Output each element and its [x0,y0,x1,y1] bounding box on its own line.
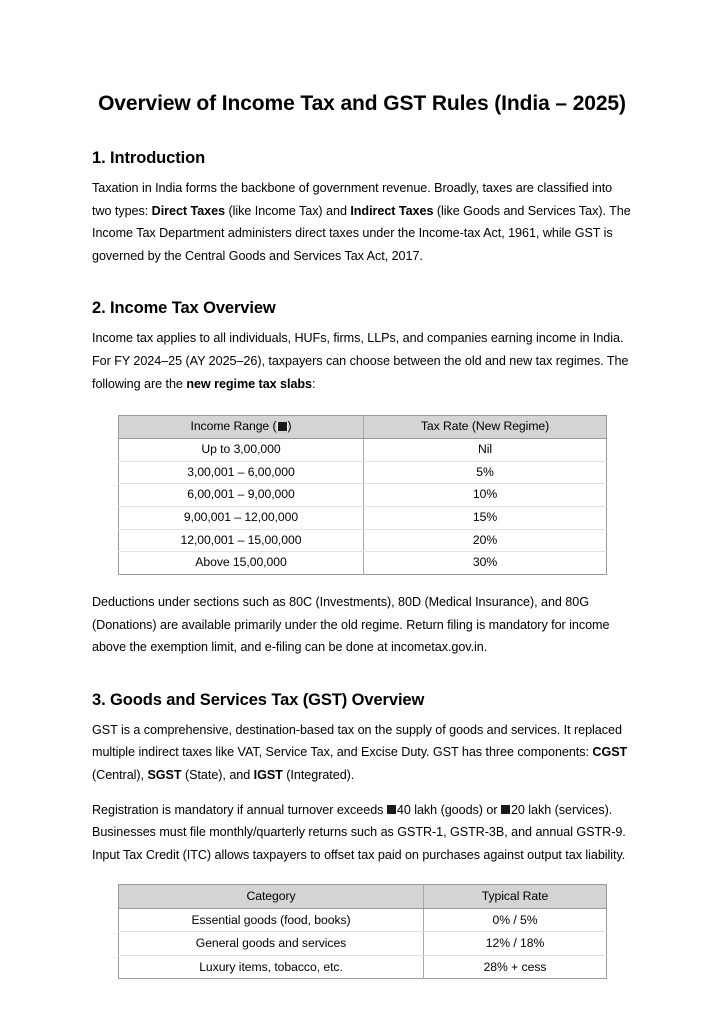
text-run: 20 lakh (services). Businesses must file monthly/quarterly returns such as GSTR-1, GSTR-3B, and annual GSTR-9. Input Tax Credit (ITC) allows taxpayers to offset tax paid on purchases against output tax liability. [92,802,626,862]
section-heading-income-tax-overview: 2. Income Tax Overview [92,299,276,318]
column-header-category: Category [119,885,424,909]
paragraph-gst-registration [92,789,632,869]
missing-glyph-rupee-icon [501,805,510,814]
column-header-text: Income Range ( [190,419,277,434]
table-row [119,955,607,979]
cell-income-range: 12,00,001 – 15,00,000 [119,529,364,552]
cell-tax-rate: 20% [364,529,607,552]
table-header-row [119,416,607,439]
paragraph-deductions: Deductions under sections such as 80C (Investments), 80D (Medical Insurance), and 80G (Donations) are available primarily under the old regime. Return filing is mandatory for income above the exemption limit, and e-filing can be done at incometax.gov.in. [92,595,610,655]
table-header-row [119,885,607,909]
paragraph-introduction [92,177,632,269]
table-row [119,529,607,552]
cell-income-range: Above 15,00,000 [119,552,364,575]
text-run: (like Goods and Services Tax). The Income Tax Department administers direct taxes under the Income-tax Act, 1961, while GST is governed by the Central Goods and Services Tax Act, 2017. [92,203,631,263]
cell-income-range: 6,00,001 – 9,00,000 [119,484,364,507]
text-run: 40 lakh (goods) or [396,802,501,817]
table-row [119,461,607,484]
text-run-bold-direct-taxes: Direct Taxes [151,203,226,218]
column-header-income-range [119,416,364,439]
cell-income-range: Up to 3,00,000 [119,438,364,461]
cell-tax-rate: 30% [472,555,498,570]
missing-glyph-rupee-icon [387,805,396,814]
text-run-bold-sgst: SGST [147,768,182,783]
cell-tax-rate: Nil [364,438,607,461]
text-run: (like Income Tax) and [225,203,351,218]
cell-category: General goods and services [119,932,424,956]
income-tax-slab-table [118,415,607,575]
gst-table-body [119,908,607,979]
spacer [92,575,632,591]
column-header-text: ) [287,419,292,434]
text-run: (Integrated). [282,768,355,783]
cell-rate: 28% + cess [483,959,547,974]
slab-table-body [119,438,607,574]
cell-tax-rate: 10% [364,484,607,507]
text-run-bold-cgst: CGST [592,745,628,760]
cell-tax-rate: 15% [364,506,607,529]
section-heading-introduction: 1. Introduction [92,149,206,167]
text-run-bold-igst: IGST [253,768,283,783]
page-title: Overview of Income Tax and GST Rules (India – 2025) [98,92,626,115]
text-run: Income tax applies to all individuals, HUFs, firms, LLPs, and companies earning income in India. For FY 2024–25 (AY 2025–26), taxpayers can choose between the old and new tax regimes. The following are the [92,331,629,391]
column-header-tax-rate: Tax Rate (New Regime) [364,416,607,439]
cell-category: Essential goods (food, books) [119,908,424,932]
cell-income-range: 3,00,001 – 6,00,000 [119,461,364,484]
section-heading-gst-overview: 3. Goods and Services Tax (GST) Overview [92,690,425,709]
table-row [119,484,607,507]
cell-rate: 0% / 5% [424,908,607,932]
cell-rate: 12% / 18% [424,932,607,956]
text-run: (State), and [181,768,254,783]
table-row [119,438,607,461]
table-row [119,932,607,956]
cell-income-range: 9,00,001 – 12,00,000 [119,506,364,529]
table-row [119,552,607,575]
gst-rate-table [118,884,607,979]
missing-glyph-rupee-icon [277,422,288,431]
text-run: : [312,376,316,391]
text-run: Taxation in India forms the backbone of government revenue. Broadly, taxes are classified into two types: [92,181,613,218]
cell-tax-rate: 5% [364,461,607,484]
cell-category: Luxury items, tobacco, etc. [119,955,424,979]
text-run: Registration is mandatory if annual turnover exceeds [92,802,387,817]
paragraph-gst-components [92,719,632,789]
text-run: GST is a comprehensive, destination-based tax on the supply of goods and services. It replaced multiple indirect taxes like VAT, Service Tax, and Excise Duty. GST has three components: [92,722,622,760]
text-run-bold-new-regime-tax-slabs: new regime tax slabs [186,376,313,391]
column-header-typical-rate: Typical Rate [424,885,607,909]
text-run: (Central), [92,768,148,783]
table-row [119,908,607,932]
text-run-bold-indirect-taxes: Indirect Taxes [350,203,434,218]
paragraph-income-tax-overview [92,327,632,397]
table-row [119,506,607,529]
